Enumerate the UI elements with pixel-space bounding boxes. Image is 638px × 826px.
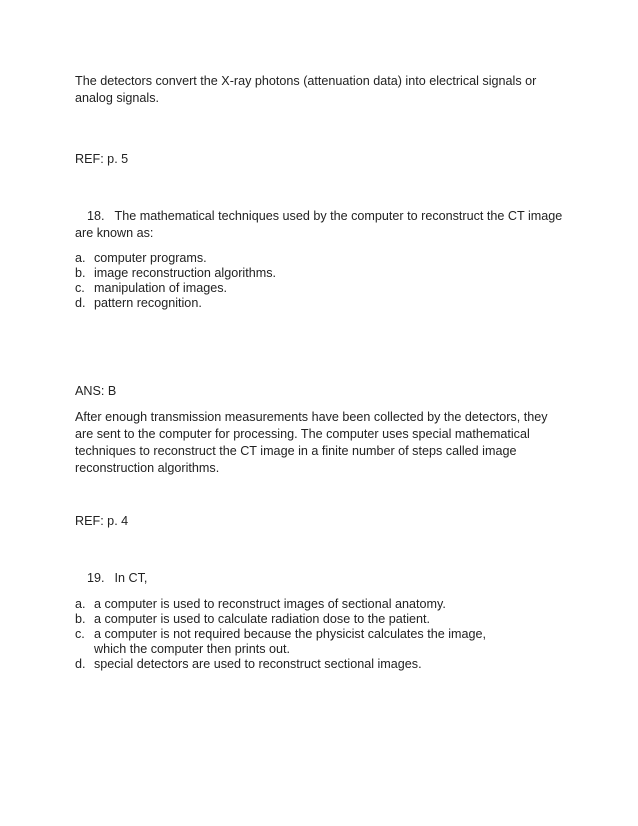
question-18-stem xyxy=(75,208,565,242)
reference-p4: REF: p. 4 xyxy=(75,514,129,528)
paragraph-line: are sent to the computer for processing. The computer uses special mathematical xyxy=(75,427,530,441)
option-18-d xyxy=(75,296,202,311)
option-19-d xyxy=(75,657,422,672)
option-text-continuation: which the computer then prints out. xyxy=(94,642,291,656)
option-letter: b. xyxy=(75,612,86,626)
option-text: pattern recognition. xyxy=(94,296,202,310)
reference-p5: REF: p. 5 xyxy=(75,152,129,166)
answer-line: ANS: B xyxy=(75,384,117,398)
rationale-paragraph xyxy=(75,409,565,477)
paragraph-line: After enough transmission measurements have been collected by the detectors, they xyxy=(75,410,548,424)
question-19-stem xyxy=(75,570,565,587)
option-letter: c. xyxy=(75,627,85,641)
paragraph-line: analog signals. xyxy=(75,91,160,105)
question-number: 19. xyxy=(87,571,105,585)
option-text: manipulation of images. xyxy=(94,281,228,295)
option-text: a computer is used to calculate radiation dose to the patient. xyxy=(94,612,431,626)
question-text-line: The mathematical techniques used by the computer to reconstruct the CT image xyxy=(114,209,563,223)
detector-explanation-paragraph xyxy=(75,73,565,107)
option-18-a xyxy=(75,251,207,266)
option-letter: d. xyxy=(75,296,86,310)
option-18-b xyxy=(75,266,276,281)
option-18-c xyxy=(75,281,227,296)
option-letter: a. xyxy=(75,251,86,265)
option-letter: a. xyxy=(75,597,86,611)
option-letter: d. xyxy=(75,657,86,671)
option-text: a computer is used to reconstruct images of sectional anatomy. xyxy=(94,597,446,611)
option-text: special detectors are used to reconstruct sectional images. xyxy=(94,657,422,671)
question-text: In CT, xyxy=(114,571,148,585)
option-19-b xyxy=(75,612,430,627)
question-number: 18. xyxy=(87,209,105,223)
option-letter: c. xyxy=(75,281,85,295)
option-text: a computer is not required because the physicist calculates the image, xyxy=(94,627,487,641)
paragraph-line: techniques to reconstruct the CT image in a finite number of steps called image xyxy=(75,444,517,458)
option-19-c xyxy=(75,627,486,657)
option-19-a xyxy=(75,597,446,612)
option-letter: b. xyxy=(75,266,86,280)
option-text: computer programs. xyxy=(94,251,207,265)
paragraph-line: reconstruction algorithms. xyxy=(75,461,220,475)
paragraph-line: The detectors convert the X-ray photons (attenuation data) into electrical signals or xyxy=(75,74,537,88)
option-text: image reconstruction algorithms. xyxy=(94,266,276,280)
question-text-line: are known as: xyxy=(75,226,154,240)
